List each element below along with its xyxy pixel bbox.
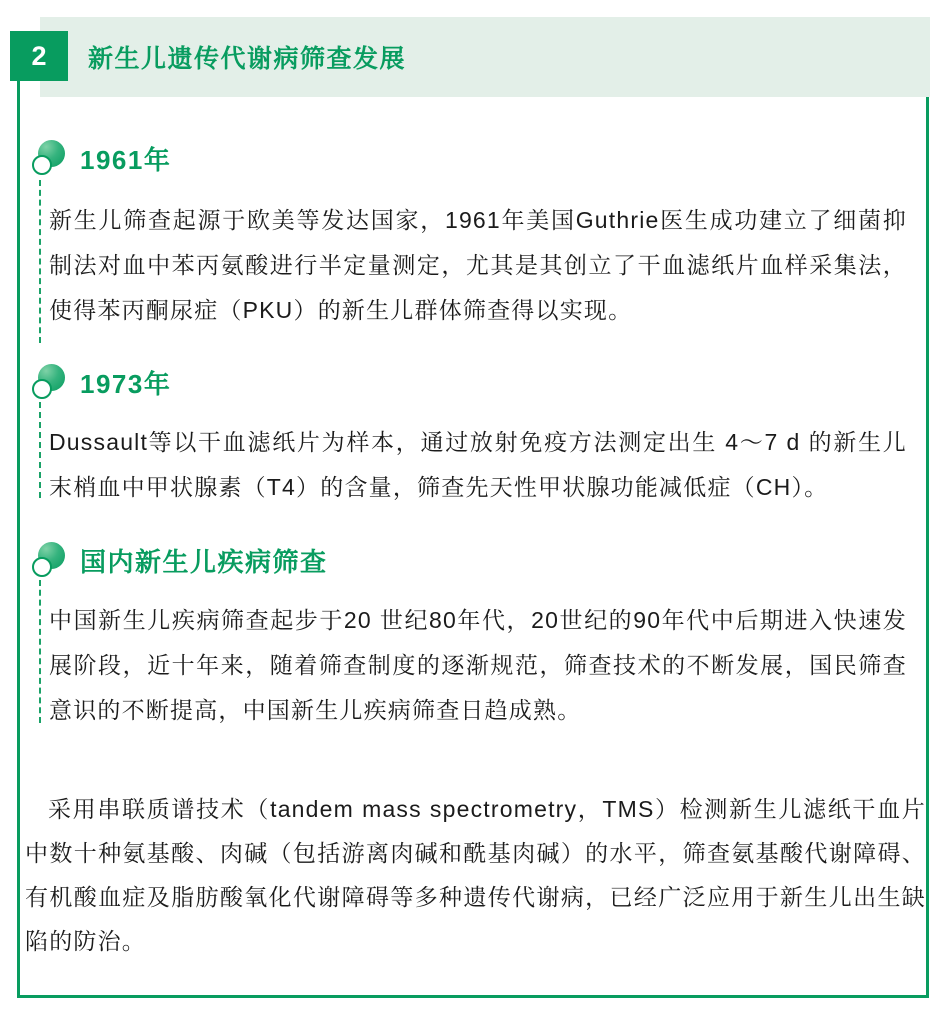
timeline-dashed-connector xyxy=(39,402,41,498)
timeline-marker-icon xyxy=(32,138,68,178)
timeline-dashed-connector xyxy=(39,580,41,723)
timeline-marker-icon xyxy=(32,362,68,402)
timeline-dot-outline-icon xyxy=(32,557,52,577)
timeline-paragraph: 中国新生儿疾病筛查起步于20 世纪80年代，20世纪的90年代中后期进入快速发展阶段，近十年来，随着筛查制度的逐渐规范，筛查技术的不断发展，国民筛查意识的不断提高，中国新生儿疾病筛查日趋成熟。 xyxy=(49,607,907,723)
section-number-badge: 2 xyxy=(10,31,68,81)
timeline-heading: 1961年 xyxy=(80,145,172,175)
timeline-paragraph: Dussault等以干血滤纸片为样本，通过放射免疫方法测定出生 4～7 d 的新生儿末梢血中甲状腺素（T4）的含量，筛查先天性甲状腺功能减低症（CH）。 xyxy=(49,429,907,500)
timeline-dashed-connector xyxy=(39,180,41,343)
timeline-dot-outline-icon xyxy=(32,155,52,175)
frame-border-left xyxy=(17,80,20,998)
summary-paragraph: 采用串联质谱技术（tandem mass spectrometry，TMS）检测新生儿滤纸干血片中数十种氨基酸、肉碱（包括游离肉碱和酰基肉碱）的水平，筛查氨基酸代谢障碍、有机酸血症及脂肪酸氧化代谢障碍等多种遗传代谢病，已经广泛应用于新生儿出生缺陷的防治。 xyxy=(25,796,926,954)
section-header-bar xyxy=(40,17,930,97)
timeline-heading: 1973年 xyxy=(80,369,172,399)
page-title: 新生儿遗传代谢病筛查发展 xyxy=(88,45,407,73)
timeline-dot-outline-icon xyxy=(32,379,52,399)
timeline-marker-icon xyxy=(32,540,68,580)
timeline-heading: 国内新生儿疾病筛查 xyxy=(80,547,328,577)
frame-border-bottom xyxy=(17,995,929,998)
timeline-paragraph: 新生儿筛查起源于欧美等发达国家，1961年美国Guthrie医生成功建立了细菌抑制法对血中苯丙氨酸进行半定量测定，尤其是其创立了干血滤纸片血样采集法，使得苯丙酮尿症（PKU）的新生儿群体筛查得以实现。 xyxy=(49,207,907,323)
frame-border-right xyxy=(926,97,929,998)
